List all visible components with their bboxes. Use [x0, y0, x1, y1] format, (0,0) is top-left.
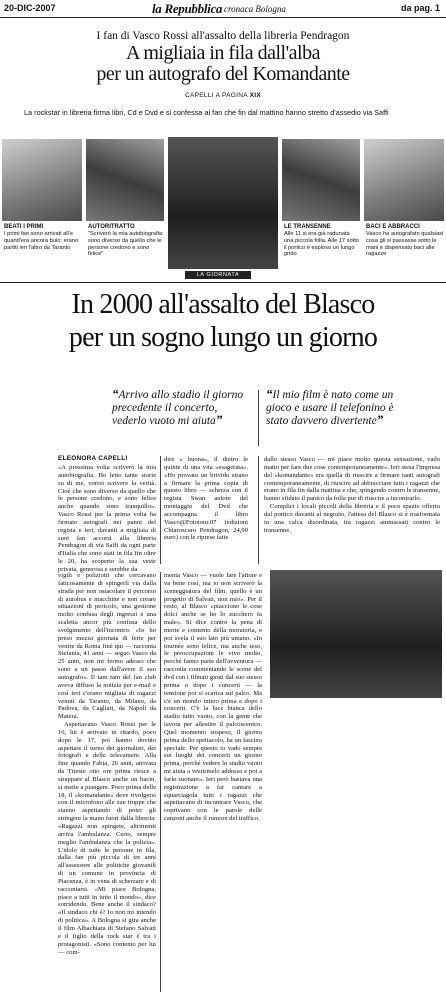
section-rule	[0, 282, 446, 283]
caption-3-title: LE TRANSENNE	[284, 224, 331, 230]
photo-hugs	[364, 139, 444, 221]
paragraph: Aspettavano Vasco Rossi per le 16, lui è arrivato in ritardo, poco dopo le 17, poi hanno dovuto aspettare il turno dei giornalisti, dei fotografi e delle telecamere. Alla fine quando Fabia, 26 anni, arrivata da Trieste otto ore prima riesce a strappare al Blasco anche un bacio, si mette a piangere. Poco prima delle 18, il «komandante» deve rivolgersi con il microfono alle sue truppe che stanno aspettando di poter gli stringere la mano fuori dalla libreria: «Ragazzi non spingete, altrimenti arriva l'ambulanza. Certo, sempre meglio l'ambulanza che la polizia». L'idolo di tutte le persone in fila, dalla fan più piccola di tre anni all'assessore alle politiche giovanili di un comune in provincia di Piacenza, è in vena di scherzare e di raccontarsi. «Mi piace Bologna, piace a tutti in tutto il mondo», dice sorridendo. Bene anche il sindaco? «Il sindaco chi è? Io non mi intendo di politica». A Bologna si gira anche il film Albachiara di Stefano Salvati e il figlio della rock star è tra i protagonisti. «Sono contento per lui — com-	[58, 721, 156, 956]
caption-2	[88, 224, 164, 258]
header-rule	[0, 17, 446, 18]
photo-crowd	[270, 570, 442, 698]
quote-close-mark: ”	[376, 412, 384, 427]
byline: ELEONORA CAPELLI	[58, 455, 128, 462]
article-column-4	[58, 572, 156, 956]
photo-barriers	[282, 139, 360, 221]
caption-1	[4, 224, 82, 251]
paragraph: dire « buona», il dietro le quinte di una vita «esagerata». «Ho provato un brivido strano a firmare la prima copia di questo libro — scherza con il regista Swan autore del montaggio del Dvd che accompagna il libro Vasco@Fototour.07 (edizioni Chiaroscuro Pendragon, 24,90 euro) con le riprese fatte	[164, 456, 248, 542]
paragraph: Complici i locali piccoli della libreria e il poco spazio offerto dal portico davanti al negozio, l'attesa del Blasco si è trasformata in una calca disordinata, tra ragazzi ammassati contro le transenne,	[264, 503, 440, 534]
paragraph: vigili e poliziotti che cercavano faticosamente di spingerli via dalla strada per non ostacolare il percorso di autobus e macchine e non creare situazioni di pericolo, una gestione molto confusa degli ingressi e una scaletta ancor più confusa dello svolgimento dell'incontro. «Io ho preso mezza giornata di ferie per venire da Roma finé qui — racconta Stefania, 41 anni — seguo Vasco da 25 anni, non mi fermo adesso che sono a un passo dall'avere il suo autografo». Il tam tam del fan club aveva diffuso la notizia per e-mail e così ieri c'erano migliaia di ragazzi venuti da Taranto, da Milano, da Padova, da Cagliari, da Napoli da Matera.	[58, 572, 156, 721]
quote-open-mark: “	[112, 386, 119, 401]
quote-left	[112, 388, 252, 428]
article-column-3	[264, 456, 440, 534]
caption-3-text: Alle 11 si era già radunata una piccola folla. Alle 17 sotto il portico è esploso un lungo grido	[284, 231, 359, 258]
article-column-5	[164, 572, 262, 823]
top-story-headline	[0, 43, 446, 85]
column-divider	[258, 456, 259, 564]
quote-divider	[258, 390, 259, 446]
column-divider	[160, 572, 161, 992]
page-reference: da pag. 1	[400, 3, 440, 13]
photo-fans-queue	[2, 139, 82, 221]
photo-autograph	[86, 139, 164, 221]
article-column-1	[58, 464, 156, 574]
main-headline-line-2: per un sogno lungo un giorno	[68, 322, 378, 353]
page-credit	[0, 92, 446, 99]
headline-line-1: A migliaia in fila dall'alba	[126, 42, 320, 64]
section-tag: LA GIORNATA	[185, 271, 251, 279]
newspaper-brand: la Repubblica	[152, 1, 223, 16]
photo-vasco-rossi	[168, 137, 278, 269]
paragraph: «A prossima volta scriverò la mia autobiografia. Ho letto tante storie su di me, vorrei scrivere la verità. Cioè che sono diverso da quello che le persone credono, e sono felice anche quando sono tranquillo». Vasco Rossi per la prima volta ha firmato autografi nei panni del regista e ieri, davanti a migliaia di suoi fan accorsi alla libreria Pendragon di via Saffi da ogni parte d'Italia che sono stati in fila fin oltre le 20, ha scoperto la sua veste privata, generosa e serebbe da	[58, 464, 156, 573]
quote-right-text: Il mio film è nato come un gioco e usare il telefonino è stato davvero divertente	[266, 389, 394, 427]
credit-prefix: CAPELLI A PAGINA	[185, 92, 248, 99]
column-divider	[160, 456, 161, 564]
credit-page: XIX	[249, 92, 261, 99]
clipping-date: 20-DIC-2007	[4, 3, 56, 13]
quote-close-mark: ”	[215, 412, 223, 427]
caption-2-text: "Scriverò la mia autobiografia: sono diverso da quello che le persone credono e sono felice"	[88, 231, 164, 258]
main-headline-line-1: In 2000 all'assalto del Blasco	[71, 289, 375, 320]
main-story-headline	[0, 288, 446, 354]
quote-right	[266, 388, 416, 428]
article-column-2	[164, 456, 248, 542]
caption-4	[366, 224, 444, 258]
quote-left-text: Arrivo allo stadio il giorno precedente il concerto, vederlo vuoto mi aiuta	[112, 389, 244, 427]
paragraph: menta Vasco — vuole fare l'attore e va bene così, ma io non scriverò la sceneggiatura del film, quello è un progetto di Salvati, non mio». Per il resto, al Blasco «piacciono le cose dolci anche se ho lo zucchero fa male». Si dice contro la pena di morte e contento della moratoria, e poi svela il suo lato più umano. «In tournée sono felice, ma anche teso, le preoccupazioni le vivo molto, perché fanno parte dell'avventura — racconta commentando le scene del dvd con i filmati girati dal suo stesso prima o dopo i concerti — la tensione poi si scarica sul palco. Ma c'è un mondo intero prima e dopo i concerti. C'è la luce bianca dello stadio tutto vuoto, con la gente che lavora per allestire il palcoscenico. Quel momento sospeso, il giorno prima dello spettacolo, ha un fascino speciale. Per questo io vado sempre sui luoghi dei concerti un giorno prima, perché vedere lo stadio vuoto mi aiuta a vestirmelo addosso e poi a farlo suonare». Ieri però bastava una registrazione a far cantare a squarciagola tutti i ragazzi che aspettavano di incontrare Vasco, che coprivano con le parole delle canzoni anche il rumore del traffico.	[164, 572, 262, 823]
caption-1-text: I primi fan sono arrivati all'e quand'era ancora buio: erano partiti ieri l'altro da Taranto	[4, 231, 79, 251]
caption-4-text: Vasco ha autografato qualsiasi cosa gli si passasse sotto le mani e dispensato baci alle ragazze	[366, 231, 444, 258]
newspaper-section: cronaca Bologna	[224, 4, 286, 14]
caption-4-title: BACI E ABBRACCI	[366, 224, 420, 230]
caption-2-title: AUTORITRATTO	[88, 224, 135, 230]
paragraph: dallo stesso Vasco — mi piace molto questa sensazione, vado matto per fare due cose contemporaneamente». Ieri stesa l'impresa del «komandante» era quella di riuscire a firmare tanti autografi contemporaneamente, di riuscire ad abbracciare tutti i ragazzi che erano in fila fin dalla mattina e che, spingendo contro le transenne, hanno sfidato il panico da folla pur di riuscire a incontrarlo.	[264, 456, 440, 503]
quote-open-mark: “	[266, 386, 273, 401]
caption-3	[284, 224, 360, 258]
top-story-kicker: I fan di Vasco Rossi all'assalto della libreria Pendragon	[96, 30, 350, 42]
caption-1-title: BEATI I PRIMI	[4, 224, 44, 230]
top-story-subtitle: La rockstar in libreria firma libri, Cd e Dvd e si confessa ai fan che fin dal mattino hanno stretto d'assedio via Saffi	[24, 108, 389, 117]
headline-line-2: per un autografo del Komandante	[96, 63, 350, 85]
